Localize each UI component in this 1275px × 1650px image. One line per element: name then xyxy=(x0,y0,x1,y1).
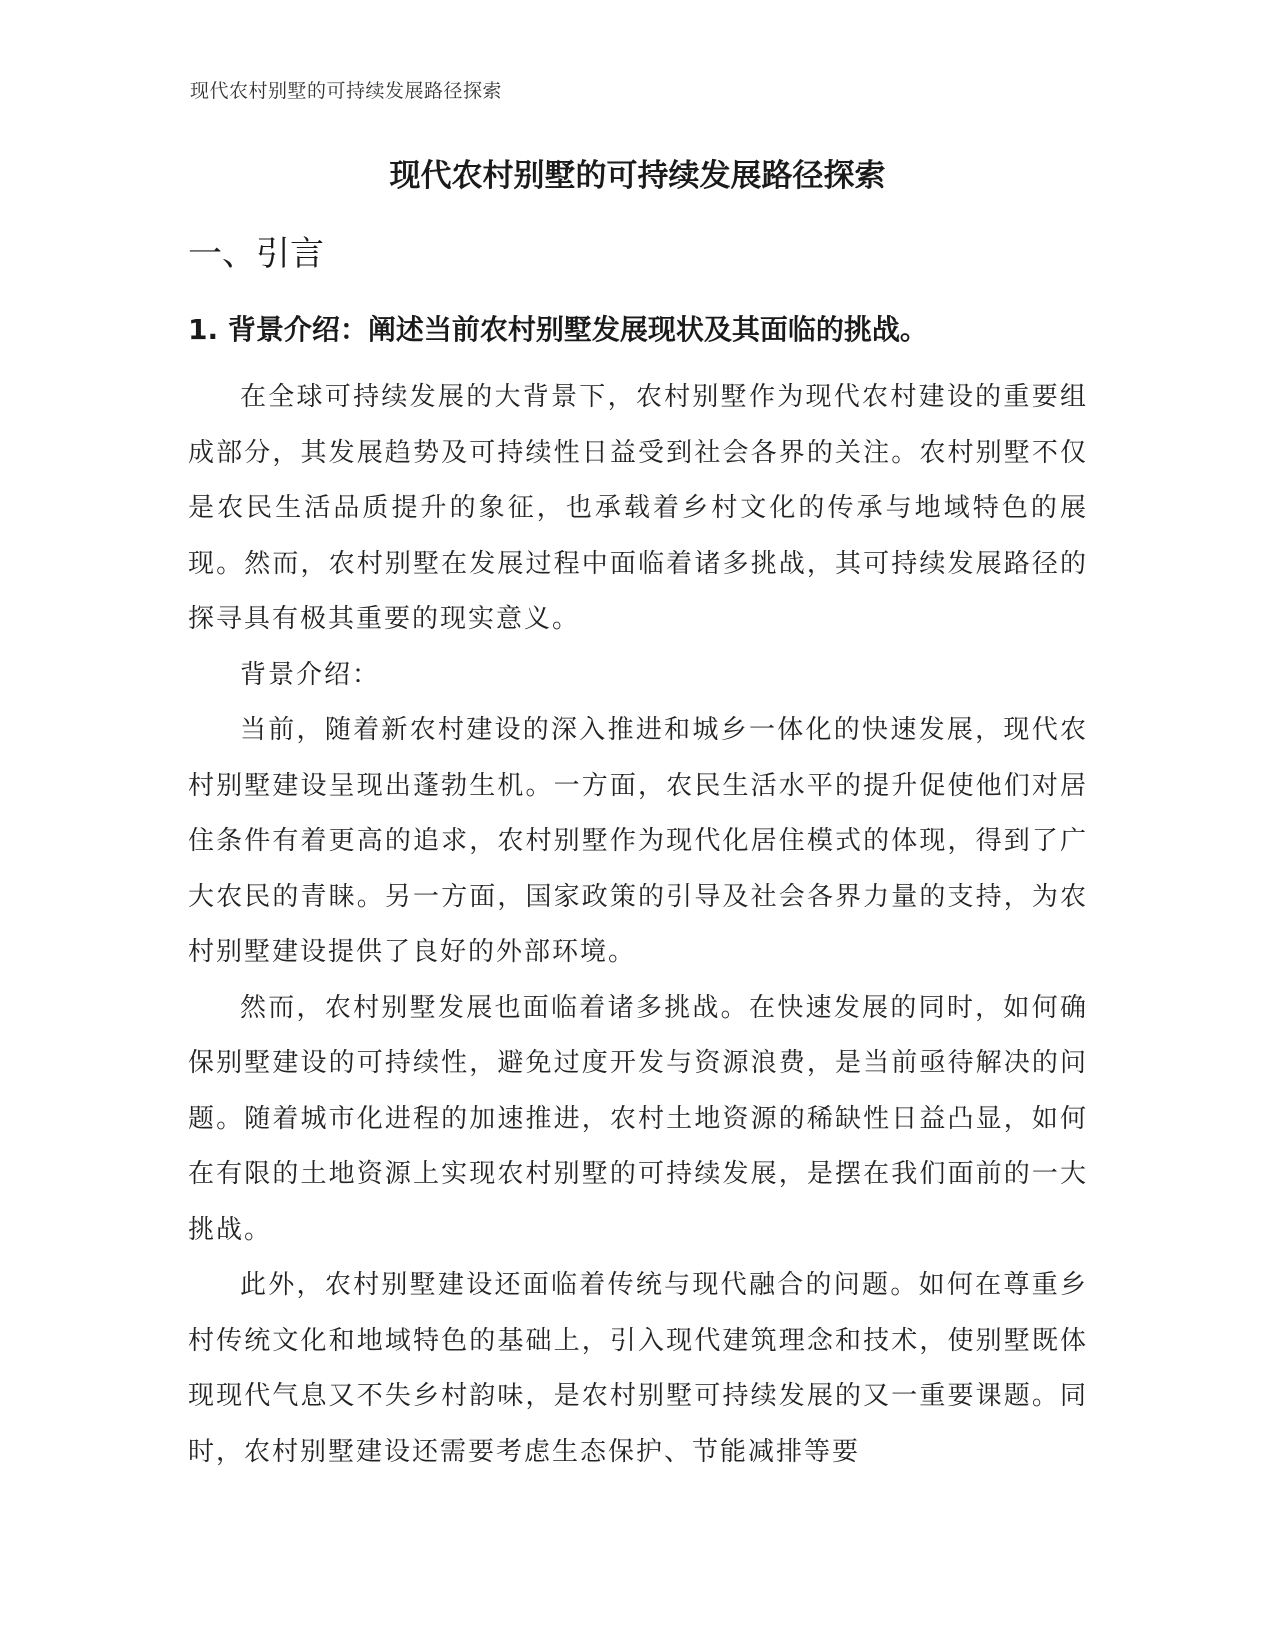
paragraph-background-label: 背景介绍： xyxy=(240,659,381,690)
paragraph-challenges: 然而，农村别墅发展也面临着诸多挑战。在快速发展的同时，如何确保别墅建设的可持续性，避免过度开发与资源浪费，是当前亟待解决的问题。随着城市化进程的加速推进，农村土地资源的稀缺性日益凸显，如何在有限的土地资源上实现农村别墅的可持续发展，是摆在我们面前的一大挑战。 xyxy=(188,992,1088,1245)
body-text xyxy=(188,370,1088,1480)
document-title: 现代农村别墅的可持续发展路径探索 xyxy=(389,158,886,194)
subsection-heading: 1. 背景介绍：阐述当前农村别墅发展现状及其面临的挑战。 xyxy=(188,313,928,346)
paragraph-tradition-modern: 此外，农村别墅建设还面临着传统与现代融合的问题。如何在尊重乡村传统文化和地域特色的基础上，引入现代建筑理念和技术，使别墅既体现现代气息又不失乡村韵味，是农村别墅可持续发展的又一重要课题。同时，农村别墅建设还需要考虑生态保护、节能减排等要 xyxy=(188,1270,1088,1467)
section-heading: 一、引言 xyxy=(188,234,324,274)
paragraph-current-status: 当前，随着新农村建设的深入推进和城乡一体化的快速发展，现代农村别墅建设呈现出蓬勃生机。一方面，农民生活水平的提升促使他们对居住条件有着更高的追求，农村别墅作为现代化居住模式的体现，得到了广大农民的青睐。另一方面，国家政策的引导及社会各界力量的支持，为农村别墅建设提供了良好的外部环境。 xyxy=(188,715,1088,967)
paragraph-intro: 在全球可持续发展的大背景下，农村别墅作为现代农村建设的重要组成部分，其发展趋势及可持续性日益受到社会各界的关注。农村别墅不仅是农民生活品质提升的象征，也承载着乡村文化的传承与地域特色的展现。然而，农村别墅在发展过程中面临着诸多挑战，其可持续发展路径的探寻具有极其重要的现实意义。 xyxy=(188,382,1088,634)
running-header: 现代农村别墅的可持续发展路径探索 xyxy=(190,80,503,102)
